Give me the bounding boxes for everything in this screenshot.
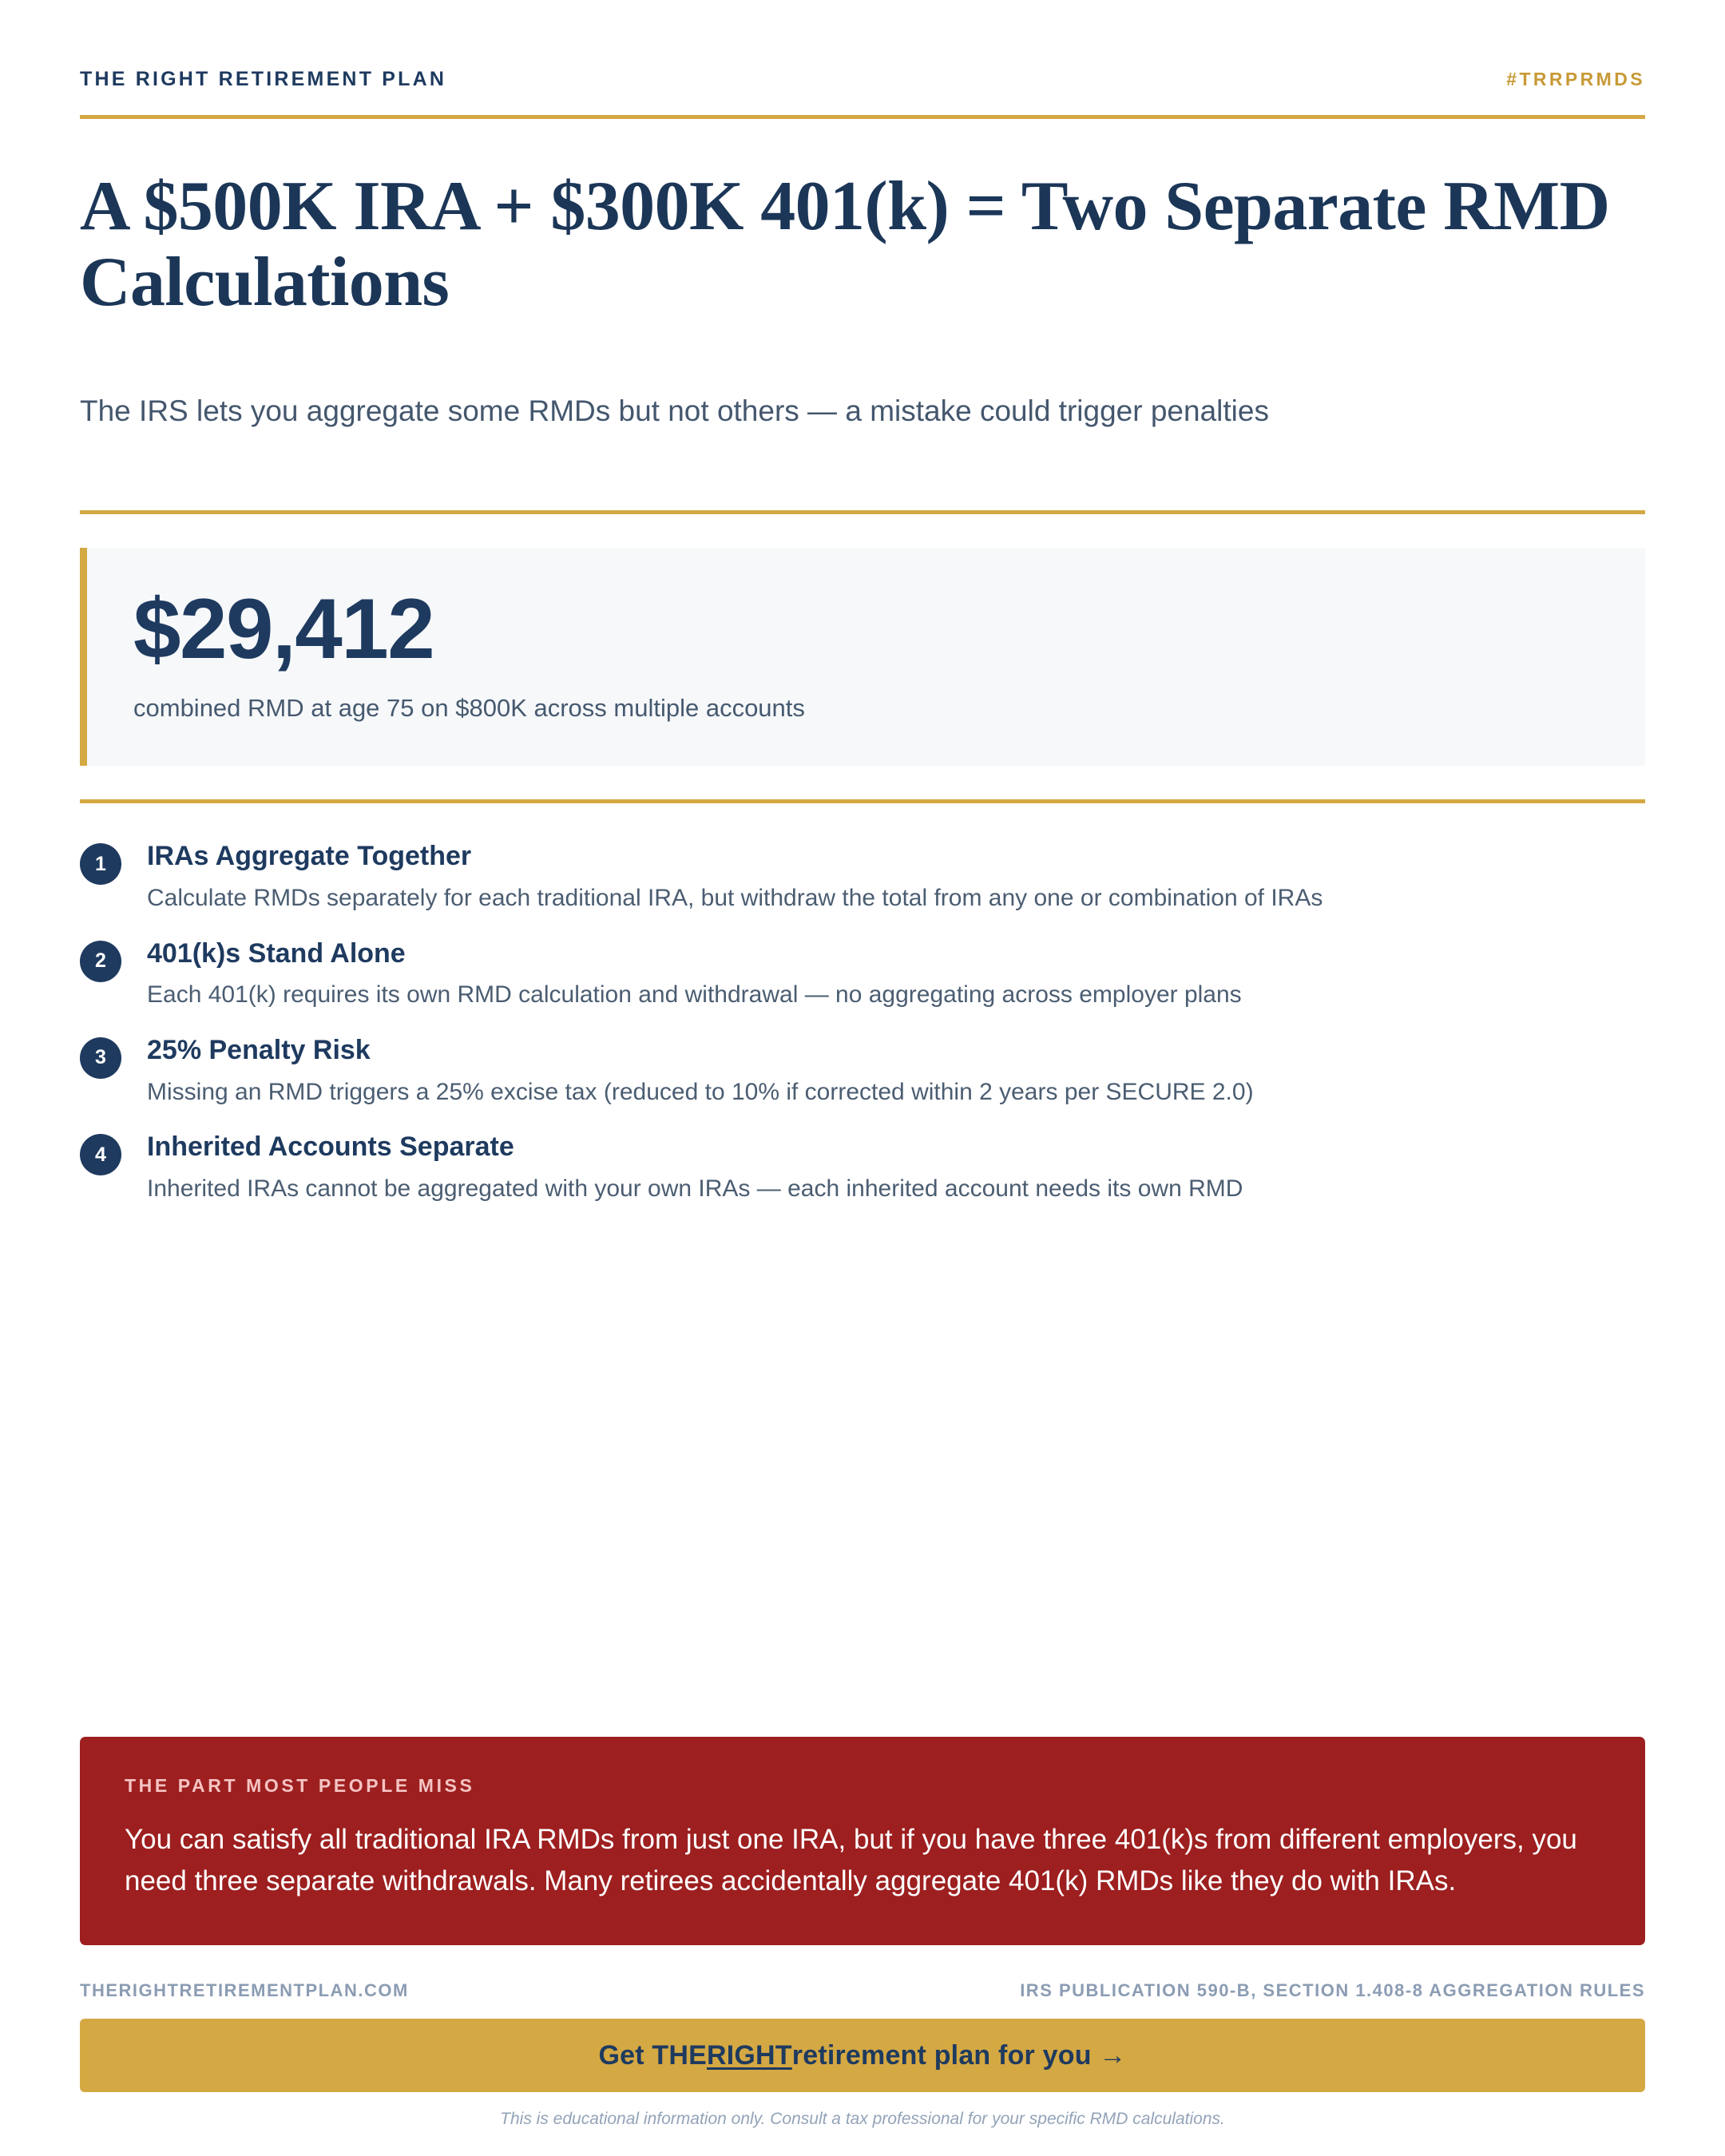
point-title: Inherited Accounts Separate	[147, 1132, 514, 1163]
divider-above-stat	[80, 510, 1645, 514]
list-item	[80, 1034, 1645, 1108]
point-number-badge: 3	[80, 1037, 121, 1079]
spacer	[80, 461, 1645, 510]
point-title: IRAs Aggregate Together	[147, 841, 472, 872]
brand-title: THE RIGHT RETIREMENT PLAN	[80, 68, 447, 90]
layout-spacer	[80, 1205, 1645, 1737]
header-bar	[80, 0, 1645, 91]
point-number-badge: 1	[80, 843, 121, 885]
point-description: Calculate RMDs separately for each traditional IRA, but withdraw the total from any one or combination of IRAs	[147, 885, 1323, 912]
page-title: A $500K IRA + $300K 401(k) = Two Separate RMD Calculations	[80, 168, 1610, 322]
highlight-callout	[80, 1737, 1645, 1945]
cta-suffix: retirement plan for you →	[791, 2039, 1127, 2071]
point-body	[147, 937, 1242, 1012]
point-description: Missing an RMD triggers a 25% excise tax (reduced to 10% if corrected within 2 years per SECURE 2.0)	[147, 1078, 1254, 1105]
point-description: Each 401(k) requires its own RMD calculation and withdrawal — no aggregating across employer plans	[147, 981, 1242, 1009]
key-points-list	[80, 840, 1645, 1205]
cta-prefix: Get THE	[598, 2039, 707, 2071]
site-url: THERIGHTRETIREMENTPLAN.COM	[80, 1980, 409, 2000]
point-title: 25% Penalty Risk	[147, 1034, 371, 1065]
disclaimer-text: This is educational information only. Consult a tax professional for your specific RMD calculations.	[500, 2110, 1225, 2128]
point-title: 401(k)s Stand Alone	[147, 937, 406, 969]
footer-meta	[80, 1980, 1645, 2019]
source-citation: IRS PUBLICATION 590-B, SECTION 1.408-8 AGGREGATION RULES	[1020, 1980, 1645, 2000]
point-description: Inherited IRAs cannot be aggregated with your own IRAs — each inherited account needs its own RMD	[147, 1175, 1243, 1202]
list-item	[80, 1131, 1645, 1205]
list-item	[80, 937, 1645, 1012]
stat-callout	[80, 548, 1645, 766]
point-number-badge: 4	[80, 1134, 121, 1175]
stat-value: $29,412	[133, 580, 434, 676]
cta-button[interactable]	[80, 2019, 1645, 2092]
point-number-badge: 2	[80, 941, 121, 982]
point-body	[147, 1034, 1254, 1108]
page-subtitle: The IRS lets you aggregate some RMDs but not others — a mistake could trigger penalties	[80, 394, 1269, 428]
spacer	[80, 766, 1645, 799]
callout-text: You can satisfy all traditional IRA RMDs from just one IRA, but if you have three 401(k)s from different employers, you need three separate withdrawals. Many retirees accidentally aggregate 401(k) RMDs like they do with IRAs.	[125, 1824, 1577, 1897]
divider-under-header	[80, 115, 1645, 119]
cta-underlined-word: RIGHT	[707, 2039, 792, 2071]
divider-below-stat	[80, 799, 1645, 803]
list-item	[80, 840, 1645, 914]
point-body	[147, 1131, 1243, 1205]
callout-eyebrow: THE PART MOST PEOPLE MISS	[125, 1775, 475, 1797]
hashtag-label: #TRRPRMDS	[1506, 69, 1645, 89]
point-body	[147, 840, 1322, 914]
stat-caption: combined RMD at age 75 on $800K across multiple accounts	[133, 693, 805, 722]
